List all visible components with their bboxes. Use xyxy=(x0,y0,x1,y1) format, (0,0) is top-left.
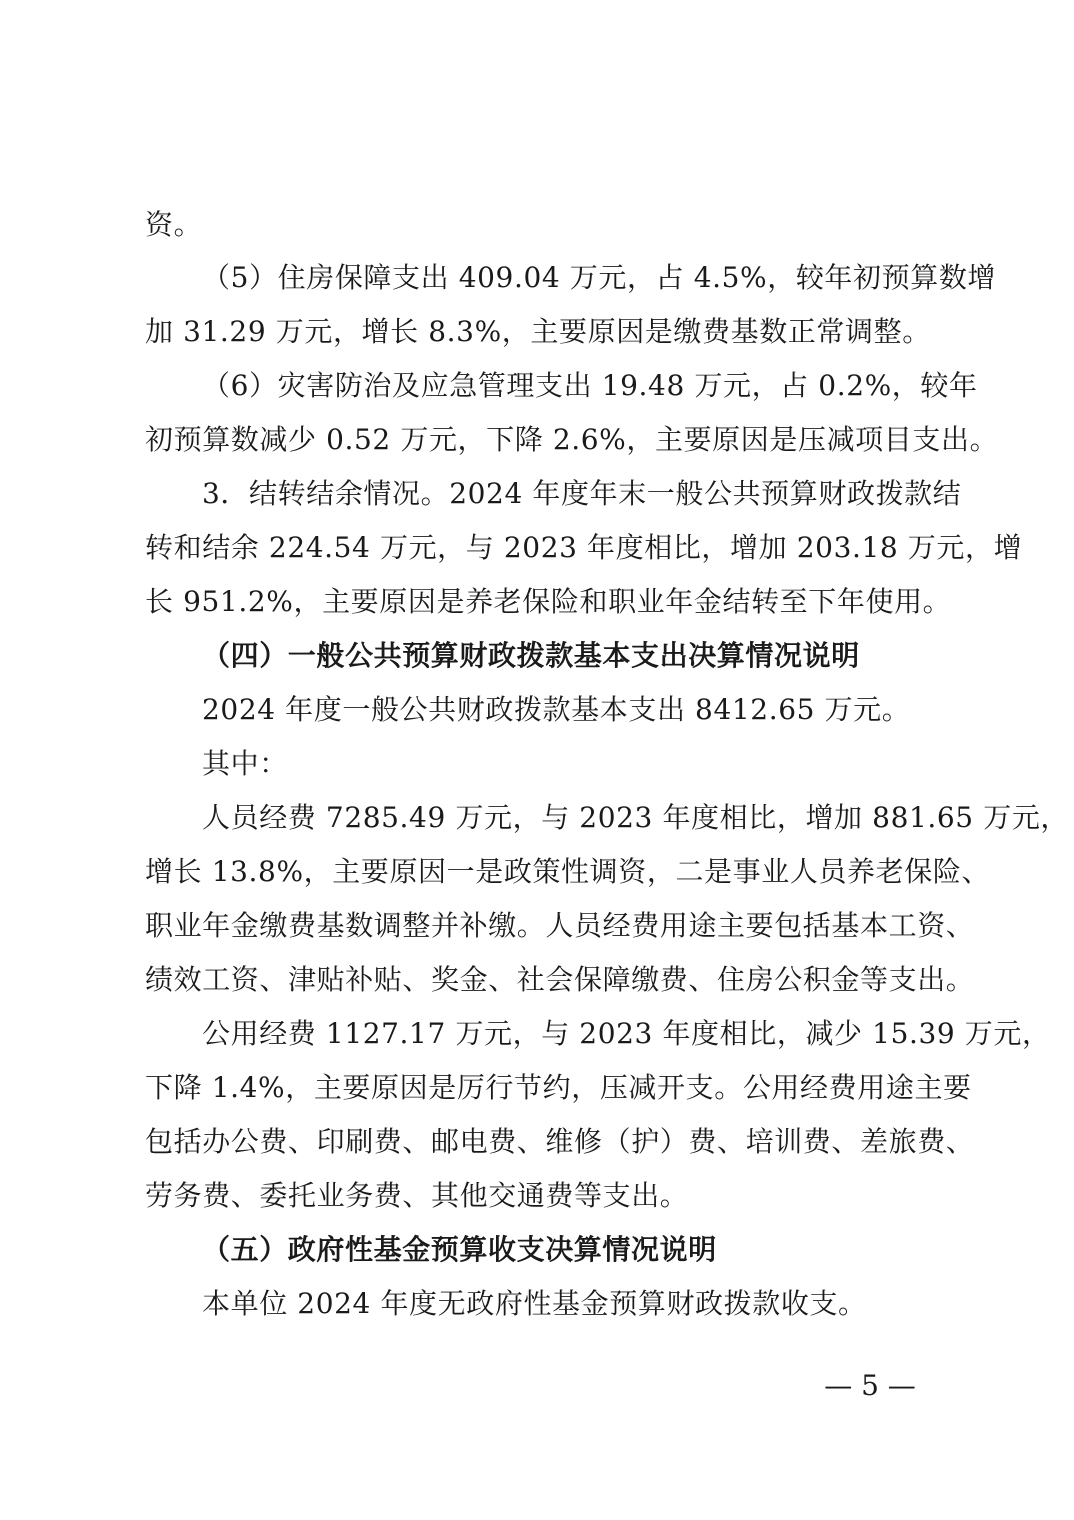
text-line: 2024 年度一般公共财政拨款基本支出 8412.65 万元。 xyxy=(202,693,911,726)
text-line: 资。 xyxy=(145,208,203,241)
text-line: 劳务费、委托业务费、其他交通费等支出。 xyxy=(145,1179,689,1212)
text-line: （6）灾害防治及应急管理支出 19.48 万元，占 0.2%，较年 xyxy=(202,369,978,402)
text-line: 3．结转结余情况。2024 年度年末一般公共预算财政拨款结 xyxy=(202,477,962,510)
text-line: 初预算数减少 0.52 万元，下降 2.6%，主要原因是压减项目支出。 xyxy=(145,423,999,456)
text-line: （5）住房保障支出 409.04 万元，占 4.5%，较年初预算数增 xyxy=(202,261,997,294)
text-line: 人员经费 7285.49 万元，与 2023 年度相比，增加 881.65 万元， xyxy=(202,801,1070,834)
text-line: 公用经费 1127.17 万元，与 2023 年度相比，减少 15.39 万元， xyxy=(202,1017,1051,1050)
text-line: 增长 13.8%，主要原因一是政策性调资，二是事业人员养老保险、 xyxy=(145,855,991,888)
section-heading: （五）政府性基金预算收支决算情况说明 xyxy=(202,1233,717,1266)
section-heading: （四）一般公共预算财政拨款基本支出决算情况说明 xyxy=(202,639,860,672)
text-line: 包括办公费、印刷费、邮电费、维修（护）费、培训费、差旅费、 xyxy=(145,1125,975,1158)
text-line: 本单位 2024 年度无政府性基金预算财政拨款收支。 xyxy=(202,1287,867,1320)
text-line: 转和结余 224.54 万元，与 2023 年度相比，增加 203.18 万元，增 xyxy=(145,531,1023,564)
text-line: 下降 1.4%，主要原因是厉行节约，压减开支。公用经费用途主要 xyxy=(145,1071,972,1104)
text-line: 其中： xyxy=(202,747,288,780)
page-number: — 5 — xyxy=(824,1369,916,1402)
text-line: 加 31.29 万元，增长 8.3%，主要原因是缴费基数正常调整。 xyxy=(145,315,931,348)
text-line: 长 951.2%，主要原因是养老保险和职业年金结转至下年使用。 xyxy=(145,585,952,618)
text-line: 职业年金缴费基数调整并补缴。人员经费用途主要包括基本工资、 xyxy=(145,909,975,942)
text-line: 绩效工资、津贴补贴、奖金、社会保障缴费、住房公积金等支出。 xyxy=(145,963,975,996)
